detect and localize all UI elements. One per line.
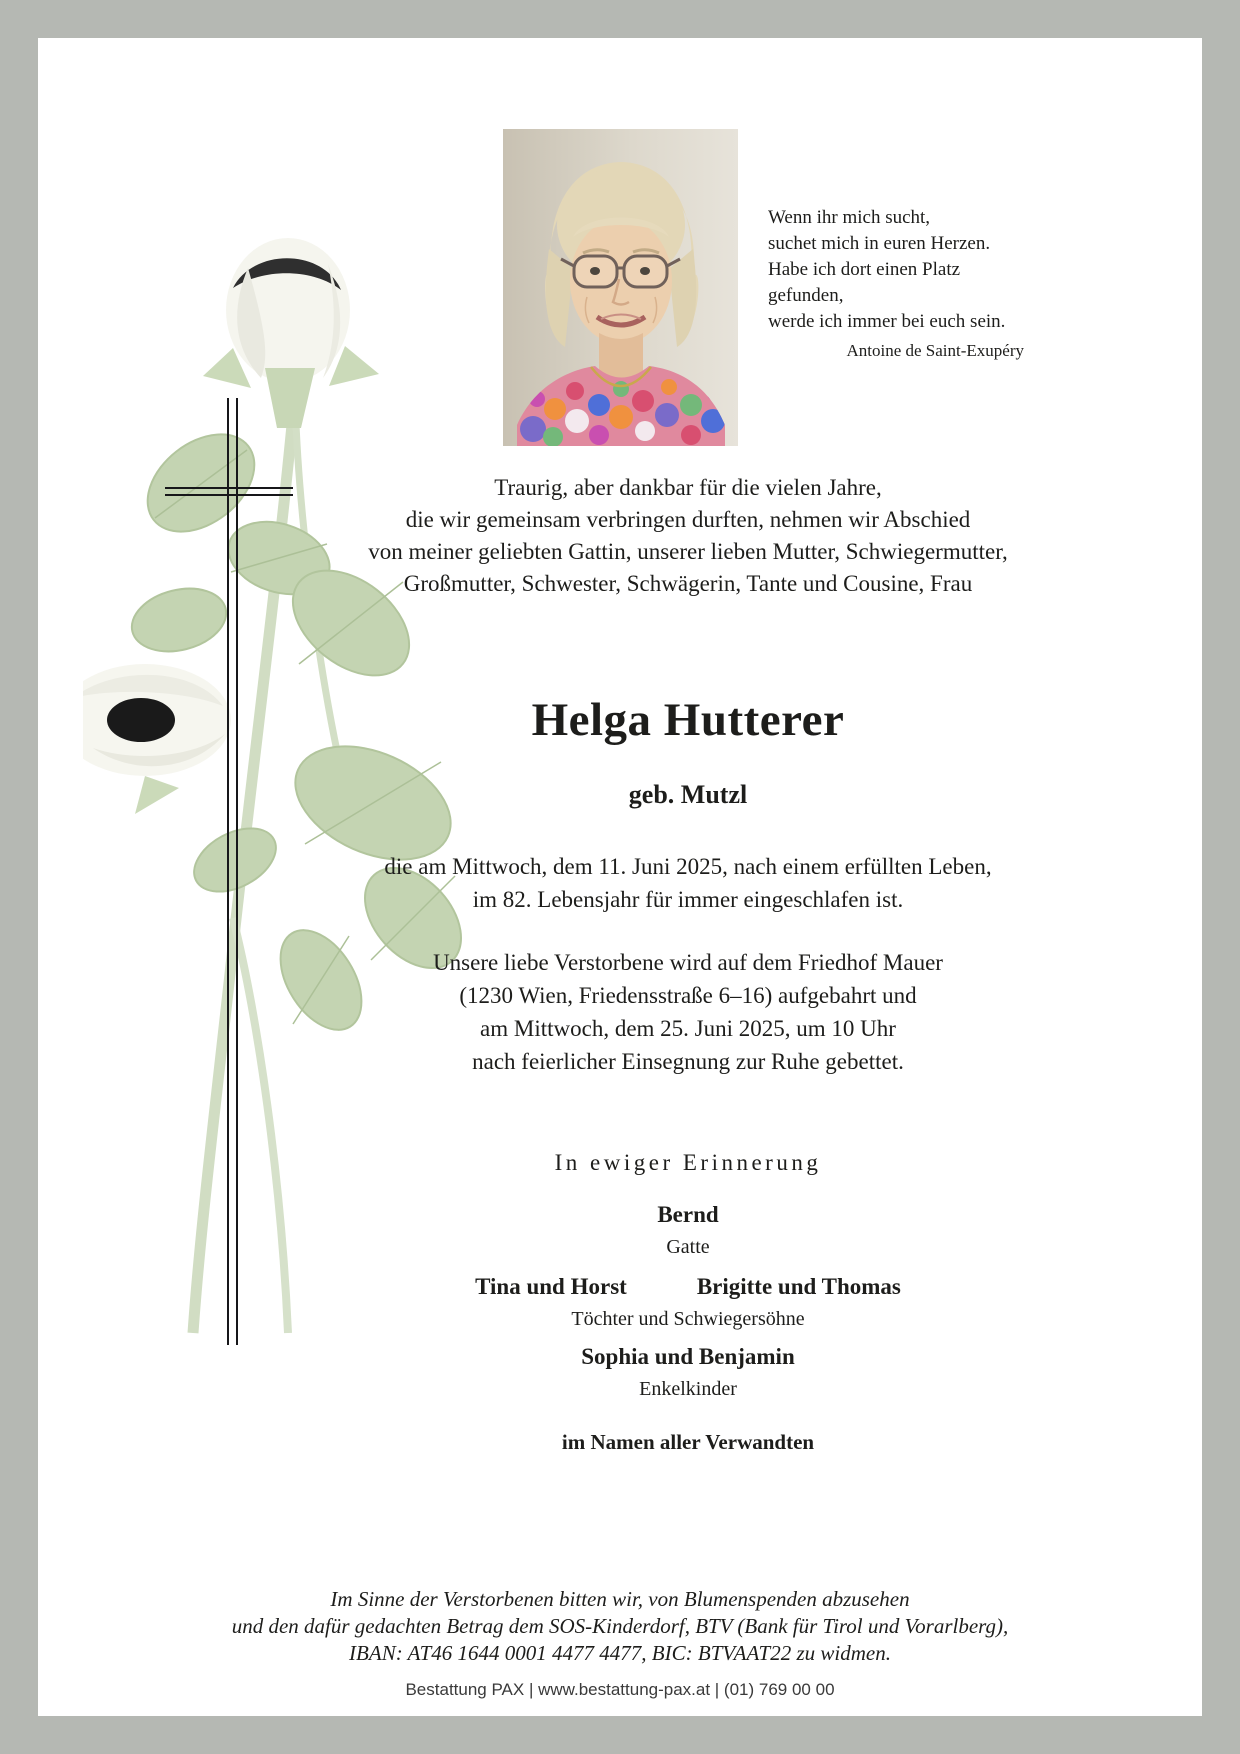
intro-line: die wir gemeinsam verbringen durften, nehmen wir Abschied: [405, 507, 971, 532]
portrait-photo: [503, 129, 738, 446]
death-info-line: die am Mittwoch, dem 11. Juni 2025, nach einem erfüllten Leben,: [384, 854, 992, 879]
mourner-name: Sophia und Benjamin: [581, 1344, 795, 1369]
quote-line: werde ich immer bei euch sein.: [768, 311, 1006, 332]
death-info-line: im 82. Lebensjahr für immer eingeschlafen ist.: [472, 887, 904, 912]
deceased-birth-name: geb. Mutzl: [628, 780, 748, 809]
mourner-relation: Gatte: [666, 1236, 710, 1258]
funeral-home-contact: Bestattung PAX | www.bestattung-pax.at | (01) 769 00 00: [405, 1680, 835, 1699]
mourner-name: Tina und Horst: [475, 1274, 627, 1299]
deceased-name: Helga Hutterer: [531, 694, 845, 746]
quote-line: Wenn ihr mich sucht,: [768, 207, 931, 228]
donation-line: und den dafür gedachten Betrag dem SOS-Kinderdorf, BTV (Bank für Tirol und Vorarlberg),: [231, 1614, 1009, 1638]
quote-line: suchet mich in euren Herzen.: [768, 233, 991, 254]
intro-paragraph: [138, 472, 1238, 600]
paper: [38, 38, 1202, 1716]
remembrance-heading: In ewiger Erinnerung: [554, 1150, 822, 1175]
funeral-info-line: am Mittwoch, dem 25. Juni 2025, um 10 Uhr: [480, 1016, 896, 1041]
donation-line: Im Sinne der Verstorbenen bitten wir, von Blumenspenden abzusehen: [330, 1587, 910, 1611]
mourner-name-pair: [138, 1274, 1238, 1300]
quote-line: Habe ich dort einen Platz gefunden,: [768, 259, 961, 306]
death-info: [138, 850, 1238, 916]
intro-line: Großmutter, Schwester, Schwägerin, Tante und Cousine, Frau: [403, 571, 973, 596]
donation-line: IBAN: AT46 1644 0001 4477 4477, BIC: BTVAAT22 zu widmen.: [349, 1641, 891, 1665]
intro-line: Traurig, aber dankbar für die vielen Jahre,: [494, 475, 882, 500]
funeral-info-line: nach feierlicher Einsegnung zur Ruhe gebettet.: [472, 1049, 904, 1074]
memorial-quote: [768, 205, 1024, 364]
funeral-info-line: (1230 Wien, Friedensstraße 6–16) aufgebahrt und: [459, 983, 917, 1008]
donation-note: [38, 1586, 1202, 1667]
closing-line: im Namen aller Verwandten: [561, 1430, 815, 1454]
quote-attribution: Antoine de Saint-Exupéry: [846, 341, 1024, 360]
mourner-name: Brigitte und Thomas: [696, 1274, 901, 1299]
funeral-info-line: Unsere liebe Verstorbene wird auf dem Friedhof Mauer: [433, 950, 943, 975]
funeral-info: [138, 946, 1238, 1078]
mourner-relation: Enkelkinder: [639, 1378, 737, 1400]
mourner-name: Bernd: [657, 1202, 719, 1227]
intro-line: von meiner geliebten Gattin, unserer lieben Mutter, Schwiegermutter,: [368, 539, 1008, 564]
mourner-relation: Töchter und Schwiegersöhne: [571, 1308, 805, 1330]
